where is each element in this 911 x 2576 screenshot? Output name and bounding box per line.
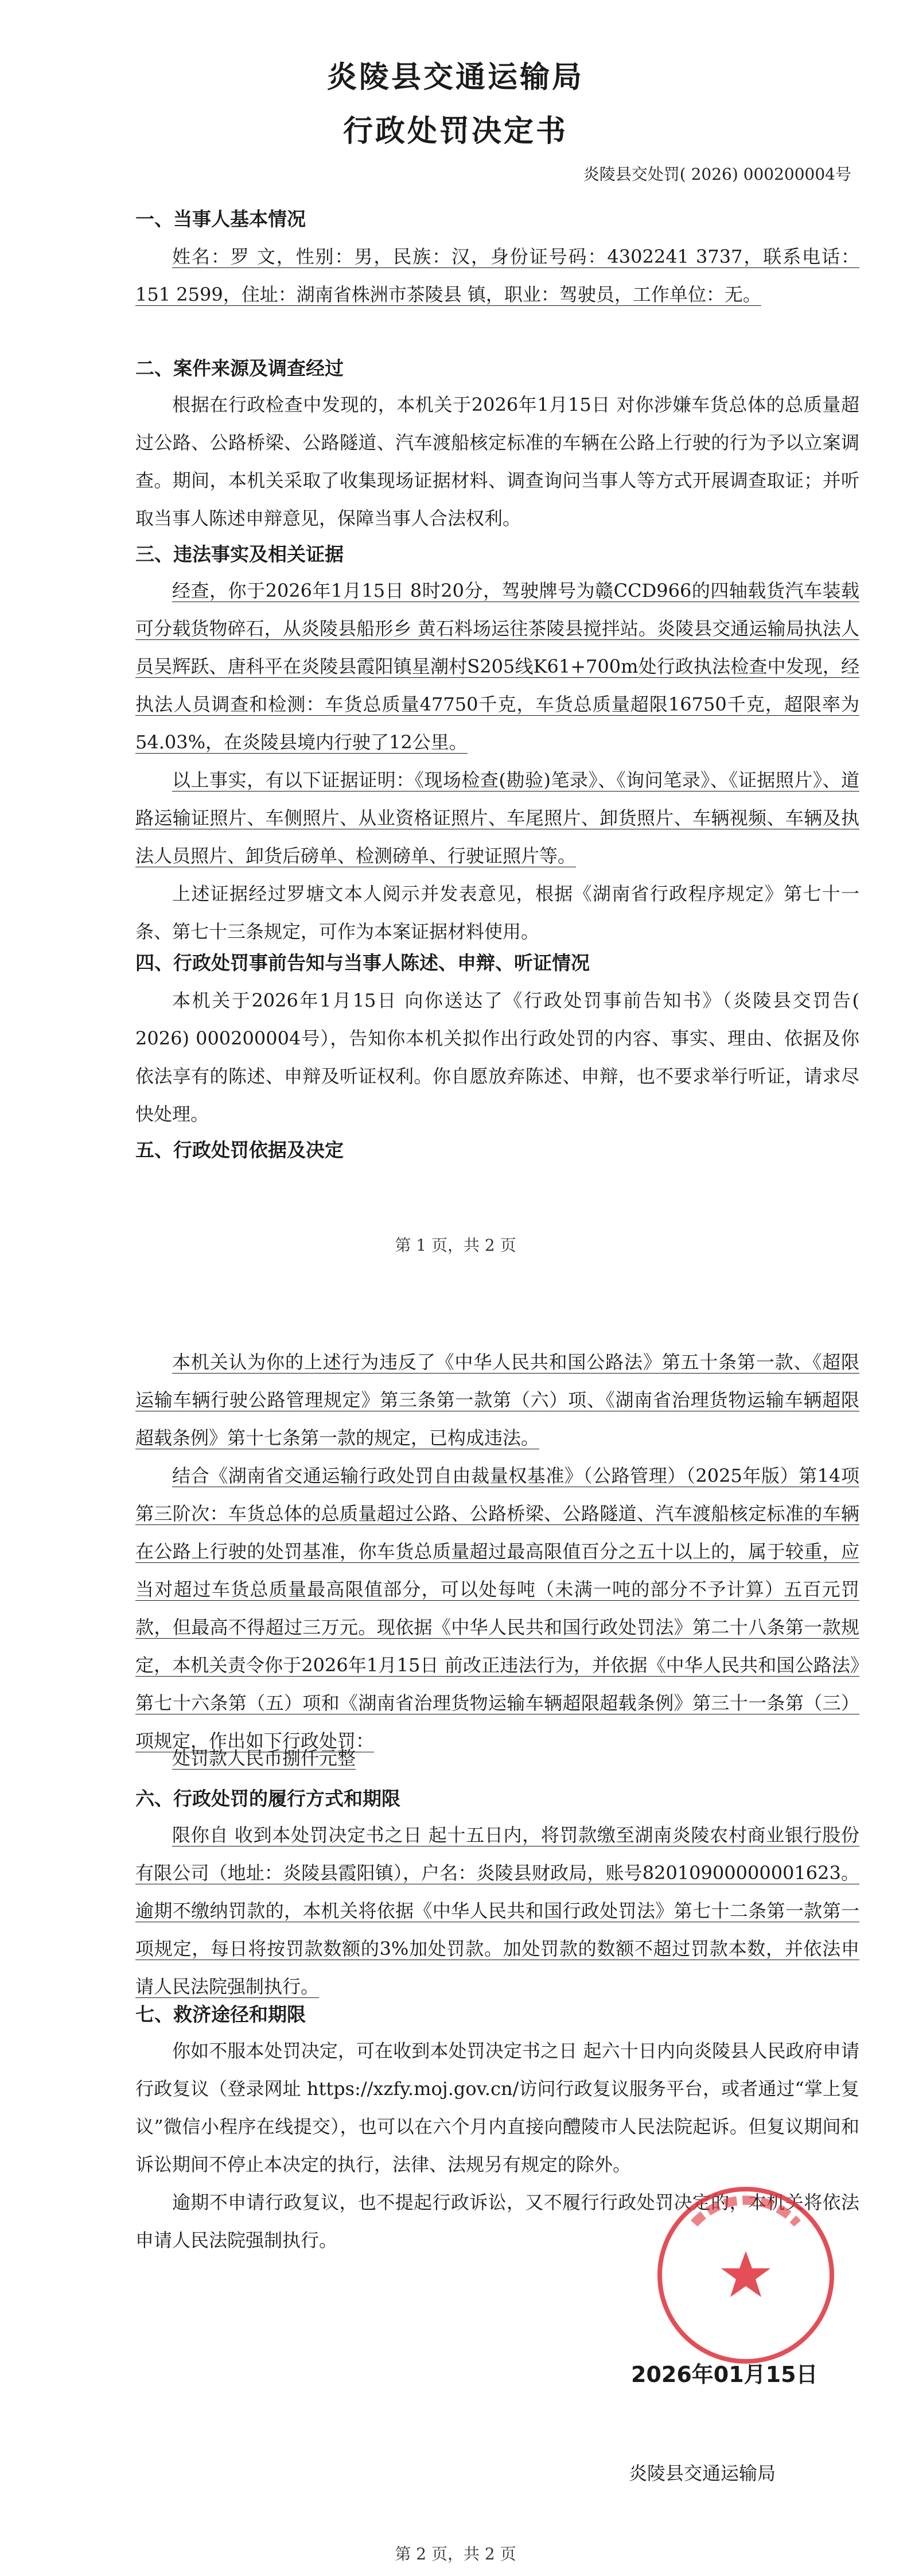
issuing-authority: 炎陵县交通运输局 bbox=[629, 2462, 776, 2484]
section6-heading: 六、行政处罚的履行方式和期限 bbox=[135, 1787, 400, 1810]
decision-date: 2026年01月15日 bbox=[631, 2362, 818, 2387]
section4-text: 本机关于2026年1月15日 向你送达了《行政处罚事前告知书》（炎陵县交罚告( 2026) 000200004号），告知你本机关拟作出行政处罚的内容、事实、理由、依据及你依法享有的陈述、申辩及听证权利。你自愿放弃陈述、申辩，也不要求举行听证，请求尽快处理。 bbox=[135, 990, 859, 1125]
section2-heading: 二、案件来源及调查经过 bbox=[135, 357, 344, 379]
section5-para2: 结合《湖南省交通运输行政处罚自由裁量权基准》（公路管理）（2025年版）第14项第三阶次：车货总体的总质量超过公路、公路桥梁、公路隧道、汽车渡船核定标准的车辆在公路上行驶的处罚基准，你车货总质量超过最高限值百分之五十以上的，属于较重，应当对超过车货总质量最高限值部分，可以处每吨（未满一吨的部分不予计算）五百元罚款，但最高不得超过三万元。现依据《中华人民共和国行政处罚法》第二十八条第一款规定，本机关责令你于2026年1月15日 前改正违法行为，并依据《中华人民共和国公路法》第七十六条第（五）项和《湖南省治理货物运输车辆超限超载条例》第三十一条第（三）项规定，作出如下行政处罚： bbox=[135, 1465, 859, 1752]
section1-text: 姓名：罗 文，性别：男，民族：汉，身份证号码：4302241 3737，联系电话：151 2599，住址：湖南省株洲市茶陵县 镇，职业：驾驶员，工作单位：无。 bbox=[135, 246, 859, 305]
page-1-number: 第 1 页，共 2 页 bbox=[395, 1236, 516, 1255]
document-title-line2: 行政处罚决定书 bbox=[342, 114, 568, 149]
section4-heading: 四、行政处罚事前告知与当事人陈述、申辩、听证情况 bbox=[135, 952, 590, 974]
section7-para2: 逾期不申请行政复议，也不提起行政诉讼，又不履行行政处罚决定的，本机关将依法申请人民法院强制执行。 bbox=[135, 2191, 859, 2251]
section1-heading: 一、当事人基本情况 bbox=[135, 208, 306, 230]
page-2 bbox=[0, 1288, 911, 2576]
section5-penalty: 处罚款人民币捌仟元整 bbox=[172, 1747, 356, 1769]
section3-para3: 上述证据经过罗塘文本人阅示并发表意见，根据《湖南省行政程序规定》第七十一条、第七十三条规定，可作为本案证据材料使用。 bbox=[135, 883, 859, 942]
document-title-line1: 炎陵县交通运输局 bbox=[326, 60, 584, 95]
section6-text: 限你自 收到本处罚决定书之日 起十五日内，将罚款缴至湖南炎陵农村商业银行股份有限公司（地址：炎陵县霞阳镇），户名：炎陵县财政局，账号82010900000001623。逾期不缴纳罚款的，本机关将依据《中华人民共和国行政处罚法》第七十二条第一款第一项规定，每日将按罚款数额的3%加处罚款。加处罚款的数额不超过罚款本数，并依法申请人民法院强制执行。 bbox=[135, 1824, 859, 1997]
section5-heading: 五、行政处罚依据及决定 bbox=[135, 1139, 344, 1161]
page-2-number: 第 2 页，共 2 页 bbox=[395, 2544, 516, 2563]
section3-heading: 三、违法事实及相关证据 bbox=[135, 543, 344, 565]
seal-text-arc bbox=[694, 2200, 797, 2224]
section3-para2: 以上事实，有以下证据证明：《现场检查(勘验)笔录》、《询问笔录》、《证据照片》、道路运输证照片、车侧照片、从业资格证照片、车尾照片、卸货照片、车辆视频、车辆及执法人员照片、卸货后磅单、检测磅单、行驶证照片等。 bbox=[135, 769, 859, 867]
document-number: 炎陵县交处罚( 2026) 000200004号 bbox=[583, 165, 851, 184]
seal-star-icon bbox=[721, 2251, 770, 2297]
section5-para1: 本机关认为你的上述行为违反了《中华人民共和国公路法》第五十条第一款、《超限运输车辆行驶公路管理规定》第三条第一款第（六）项、《湖南省治理货物运输车辆超限超载条例》第十七条第一款的规定，已构成违法。 bbox=[135, 1351, 859, 1449]
section3-para1: 经查，你于2026年1月15日 8时20分，驾驶牌号为赣CCD966的四轴载货汽车装载可分载货物碎石，从炎陵县船形乡 黄石料场运往茶陵县搅拌站。炎陵县交通运输局执法人员吴辉跃、唐科平在炎陵县霞阳镇星潮村S205线K61+700m处行政执法检查中发现，经执法人员调查和检测：车货总质量47750千克，车货总质量超限16750千克，超限率为54.03%，在炎陵县境内行驶了12公里。 bbox=[135, 580, 859, 753]
official-seal bbox=[654, 2183, 838, 2367]
section7-para1: 你如不服本处罚决定，可在收到本处罚决定书之日 起六十日内向炎陵县人民政府申请行政复议（登录网址 https://xzfy.moj.gov.cn/访问行政复议服务平台，或者通过“掌上复议”微信小程序在线提交），也可以在六个月内直接向醴陵市人民法院起诉。但复议期间和诉讼期间不停止本决定的执行，法律、法规另有规定的除外。 bbox=[135, 2040, 859, 2175]
section7-heading: 七、救济途径和期限 bbox=[135, 2003, 306, 2026]
section2-text: 根据在行政检查中发现的，本机关于2026年1月15日 对你涉嫌车货总体的总质量超过公路、公路桥梁、公路隧道、汽车渡船核定标准的车辆在公路上行驶的行为予以立案调查。期间，本机关采取了收集现场证据材料、调查询问当事人等方式开展调查取证；并听取当事人陈述申辩意见，保障当事人合法权利。 bbox=[135, 394, 859, 529]
